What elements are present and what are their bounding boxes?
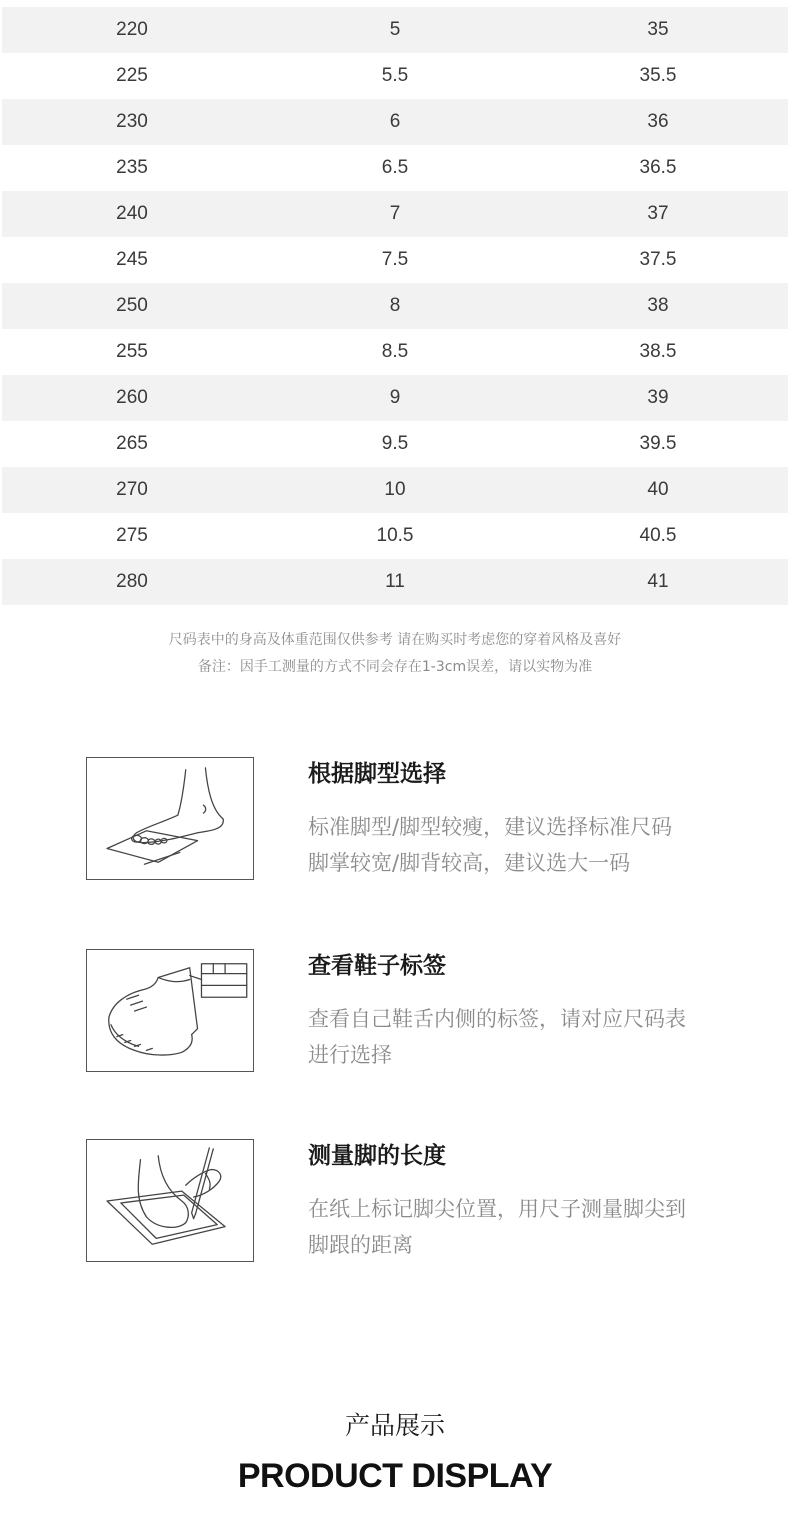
guide-1-desc bbox=[308, 809, 728, 881]
guide-2-line-2: 进行选择 bbox=[308, 1043, 392, 1067]
guide-1-line-1: 标准脚型/脚型较瘦，建议选择标准尺码 bbox=[308, 815, 673, 839]
table-row bbox=[2, 99, 788, 145]
guide-1-line-2: 脚掌较宽/脚背较高，建议选大一码 bbox=[308, 851, 631, 875]
guide-measure-foot bbox=[0, 1139, 790, 1269]
table-cell: 265 bbox=[116, 433, 148, 454]
table-row bbox=[2, 145, 788, 191]
table-cell: 38 bbox=[647, 295, 669, 316]
table-cell: 8.5 bbox=[381, 341, 409, 362]
table-cell: 220 bbox=[116, 19, 148, 40]
guide-3-line-1: 在纸上标记脚尖位置，用尺子测量脚尖到 bbox=[308, 1197, 686, 1221]
table-cell: 225 bbox=[116, 65, 148, 86]
table-cell: 36.5 bbox=[639, 157, 677, 178]
table-cell: 250 bbox=[116, 295, 148, 316]
table-cell: 270 bbox=[116, 479, 148, 500]
note-line-2: 备注：因手工测量的方式不同会存在1-3cm误差，请以实物为准 bbox=[197, 659, 593, 675]
guide-3-line-2: 脚跟的距离 bbox=[308, 1233, 413, 1257]
table-cell: 37 bbox=[647, 203, 669, 224]
guide-3-desc bbox=[308, 1191, 728, 1263]
table-row bbox=[2, 283, 788, 329]
table-row bbox=[2, 421, 788, 467]
table-cell: 235 bbox=[116, 157, 148, 178]
table-row bbox=[2, 375, 788, 421]
guide-2-line-1: 查看自己鞋舌内侧的标签，请对应尺码表 bbox=[308, 1007, 686, 1031]
table-cell: 35.5 bbox=[639, 65, 677, 86]
table-cell: 39 bbox=[647, 387, 669, 408]
table-cell: 7.5 bbox=[381, 249, 409, 270]
table-cell: 255 bbox=[116, 341, 148, 362]
guide-1-title: 根据脚型选择 bbox=[308, 761, 446, 787]
table-cell: 37.5 bbox=[639, 249, 677, 270]
table-cell: 260 bbox=[116, 387, 148, 408]
table-cell: 10.5 bbox=[376, 525, 414, 546]
table-cell: 240 bbox=[116, 203, 148, 224]
table-cell: 40.5 bbox=[639, 525, 677, 546]
table-cell: 38.5 bbox=[639, 341, 677, 362]
product-display-title-en: PRODUCT DISPLAY bbox=[237, 1457, 553, 1495]
size-notes bbox=[0, 627, 790, 681]
measure-foot-icon bbox=[86, 1139, 254, 1262]
table-row bbox=[2, 53, 788, 99]
table-cell: 39.5 bbox=[639, 433, 677, 454]
table-cell: 280 bbox=[116, 571, 148, 592]
table-row bbox=[2, 467, 788, 513]
table-cell: 9.5 bbox=[381, 433, 409, 454]
table-cell: 5.5 bbox=[381, 65, 409, 86]
guide-foot-shape bbox=[0, 757, 790, 887]
table-cell: 6 bbox=[389, 111, 401, 132]
foot-on-paper-icon bbox=[86, 757, 254, 880]
table-row bbox=[2, 7, 788, 53]
table-cell: 275 bbox=[116, 525, 148, 546]
table-row bbox=[2, 559, 788, 605]
guide-2-title: 查看鞋子标签 bbox=[308, 953, 446, 979]
table-cell: 10 bbox=[384, 479, 406, 500]
table-cell: 5 bbox=[389, 19, 401, 40]
table-cell: 6.5 bbox=[381, 157, 409, 178]
table-cell: 41 bbox=[647, 571, 669, 592]
guide-2-desc bbox=[308, 1001, 728, 1073]
table-cell: 7 bbox=[389, 203, 401, 224]
size-table bbox=[2, 7, 788, 605]
note-line-1: 尺码表中的身高及体重范围仅供参考 请在购买时考虑您的穿着风格及喜好 bbox=[168, 632, 622, 648]
product-display-title-cn: 产品展示 bbox=[344, 1411, 445, 1440]
table-row bbox=[2, 513, 788, 559]
guide-shoe-label bbox=[0, 949, 790, 1079]
table-cell: 230 bbox=[116, 111, 148, 132]
table-row bbox=[2, 237, 788, 283]
shoe-label-icon bbox=[86, 949, 254, 1072]
table-cell: 40 bbox=[647, 479, 669, 500]
table-cell: 8 bbox=[389, 295, 401, 316]
table-cell: 9 bbox=[389, 387, 401, 408]
table-cell: 36 bbox=[647, 111, 669, 132]
table-cell: 35 bbox=[647, 19, 669, 40]
table-cell: 11 bbox=[385, 571, 405, 592]
table-cell: 245 bbox=[116, 249, 148, 270]
table-row bbox=[2, 191, 788, 237]
table-row bbox=[2, 329, 788, 375]
guide-3-title: 测量脚的长度 bbox=[308, 1143, 446, 1169]
